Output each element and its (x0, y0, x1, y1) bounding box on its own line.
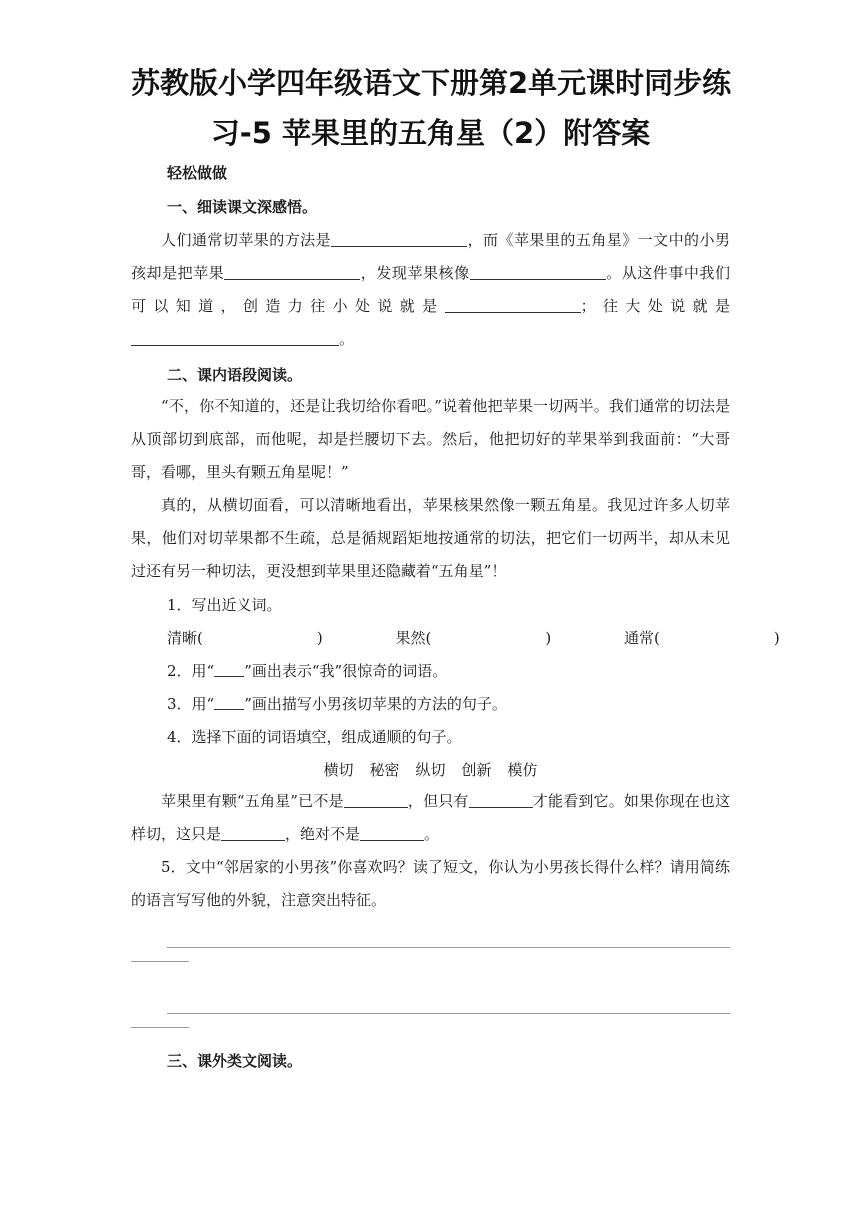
q4-blank-2[interactable] (469, 789, 533, 808)
s1-text-2: ，而《苹果里的五角星》一文中的小男孩却是把苹果 (131, 231, 730, 282)
passage-paragraph-1: “不，你不知道的，还是让我切给你看吧。”说着他把苹果一切两半。我们通常的切法是从顶部切到底部，而他呢，却是拦腰切下去。然后，他把切好的苹果举到我面前：“大哥哥，看哪，里头有颗五角星呢！” (131, 397, 730, 481)
synonym-row (167, 627, 780, 649)
word-bank-item: 创新 (461, 761, 492, 779)
word-bank (131, 759, 730, 781)
s1-text-5: ；往大处说就是 (580, 297, 730, 315)
q4-blank-1[interactable] (344, 789, 408, 808)
title-line-1: 苏教版小学四年级语文下册第2单元课时同步练 (131, 66, 732, 100)
section2-heading: 二、课内语段阅读。 (167, 366, 303, 384)
synonym-item-1[interactable]: 清晰( ) (167, 629, 323, 647)
s1-blank-3[interactable] (470, 261, 606, 280)
question-3: 3．用“ ”画出描写小男孩切苹果的方法的句子。 (167, 695, 507, 713)
title-line-2: 习-5 苹果里的五角星（2）附答案 (210, 116, 651, 150)
word-bank-item: 横切 (323, 761, 354, 779)
question-1: 1．写出近义词。 (167, 596, 282, 614)
word-bank-item: 纵切 (415, 761, 446, 779)
synonym-item-2[interactable]: 果然( ) (395, 629, 552, 647)
answer-line-1-tail (131, 961, 189, 962)
answer-line-1[interactable] (167, 947, 730, 948)
q2-underline-sample (214, 662, 244, 677)
answer-line-2-tail (131, 1027, 189, 1028)
q4-blank-4[interactable] (360, 822, 424, 841)
word-bank-item: 秘密 (369, 761, 400, 779)
s1-text-3: ，发现苹果核像 (360, 264, 470, 282)
answer-line-2[interactable] (167, 1013, 730, 1014)
section3-heading: 三、课外类文阅读。 (167, 1052, 303, 1070)
question-5: 5．文中“邻居家的小男孩”你喜欢吗？读了短文，你认为小男孩长得什么样？请用简练的语言写写他的外貌，注意突出特征。 (131, 858, 730, 909)
s1-text-4: 。从这件事中我们可以知道，创造力往小处说就是 (131, 264, 730, 315)
section1-fill-paragraph (131, 224, 730, 356)
s1-blank-1[interactable] (331, 228, 467, 247)
s1-blank-2[interactable] (224, 261, 360, 280)
s1-text-1: 人们通常切苹果的方法是 (161, 231, 332, 249)
s1-blank-4[interactable] (445, 294, 581, 313)
q4-blank-3[interactable] (221, 822, 285, 841)
subtitle: 轻松做做 (167, 164, 228, 182)
question-4: 4．选择下面的词语填空，组成通顺的句子。 (167, 728, 462, 746)
question-4-sentence: 苹果里有颗“五角星”已不是 ，但只有 才能看到它。如果你现在也这样切，这只是 ，绝对不是 。 (131, 785, 730, 851)
question-2: 2．用“ ”画出表示“我”很惊奇的词语。 (167, 662, 448, 680)
s1-blank-5[interactable] (131, 327, 339, 346)
q3-underline-sample (214, 695, 244, 710)
section1-heading: 一、细读课文深感悟。 (167, 198, 318, 216)
word-bank-item: 模仿 (507, 761, 538, 779)
passage-paragraph-2: 真的，从横切面看，可以清晰地看出，苹果核果然像一颗五角星。我见过许多人切苹果，他们对切苹果都不生疏，总是循规蹈矩地按通常的切法，把它们一切两半，却从未见过还有另一种切法，更没想到苹果里还隐藏着“五角星”！ (131, 496, 730, 580)
synonym-item-3[interactable]: 通常( ) (624, 629, 780, 647)
s1-text-6: 。 (339, 330, 355, 348)
document-title (131, 0, 730, 158)
